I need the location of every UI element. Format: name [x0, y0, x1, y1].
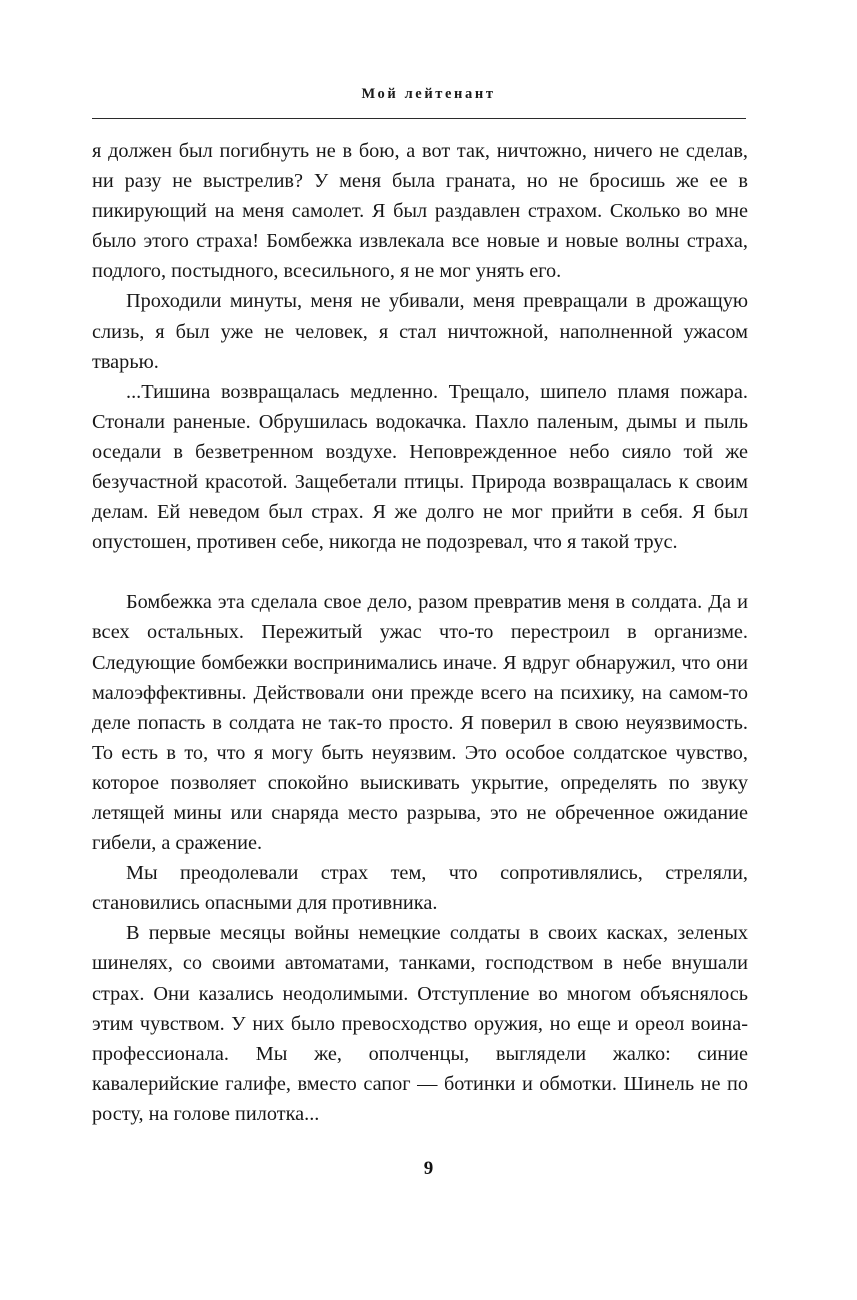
page-number: 9	[423, 1158, 434, 1179]
paragraph-spacer	[92, 557, 748, 587]
paragraph-6: В первые месяцы войны немецкие солдаты в своих касках, зеленых шинелях, со своими автоматами, танками, господством в небе внушали страх. Они казались неодолимыми. Отступление во многом объяснялось этим чувством. У них было превосходство оружия, но еще и ореол воина-профессионала. Мы же, ополченцы, выглядели жалко: синие кавалерийские галифе, вместо сапог — ботинки и обмотки. Шинель не по росту, на голове пилотка...	[92, 922, 748, 1125]
paragraph-3: ...Тишина возвращалась медленно. Трещало, шипело пламя пожара. Стонали раненые. Обрушилась водокачка. Пахло паленым, дымы и пыль оседали в безветренном воздухе. Неповрежденное небо сияло той же безучастной красотой. Защебетали птицы. Природа возвращалась к своим делам. Ей неведом был страх. Я же долго не мог прийти в себя. Я был опустошен, противен себе, никогда не подозревал, что я такой трус.	[92, 380, 748, 554]
running-head: Мой лейтенант	[361, 86, 496, 102]
paragraph-5: Мы преодолевали страх тем, что сопротивлялись, стреляли, становились опасными для противника.	[92, 862, 748, 915]
paragraph-1: я должен был погибнуть не в бою, а вот так, ничтожно, ничего не сделав, ни разу не выстрелив? У меня была граната, но не бросишь же ее в пикирующий на меня самолет. Я был раздавлен страхом. Сколько во мне было этого страха! Бомбежка извлекала все новые и новые волны страха, подлого, постыдного, всесильного, я не мог унять его.	[92, 140, 748, 283]
header-divider	[92, 118, 746, 119]
paragraph-4: Бомбежка эта сделала свое дело, разом превратив меня в солдата. Да и всех остальных. Пережитый ужас что-то перестроил в организме. Следующие бомбежки воспринимались иначе. Я вдруг обнаружил, что они малоэффективны. Действовали они прежде всего на психику, на самом-то деле попасть в солдата не так-то просто. Я поверил в свою неуязвимость. То есть в то, что я могу быть неуязвим. Это особое солдатское чувство, которое позволяет спокойно выискивать укрытие, определять по звуку летящей мины или снаряда место разрыва, это не обреченное ожидание гибели, а сражение.	[92, 591, 748, 855]
paragraph-2: Проходили минуты, меня не убивали, меня превращали в дрожащую слизь, я был уже не человек, я стал ничтожной, наполненной ужасом тварью.	[92, 290, 748, 373]
page-text-block	[92, 136, 748, 1129]
